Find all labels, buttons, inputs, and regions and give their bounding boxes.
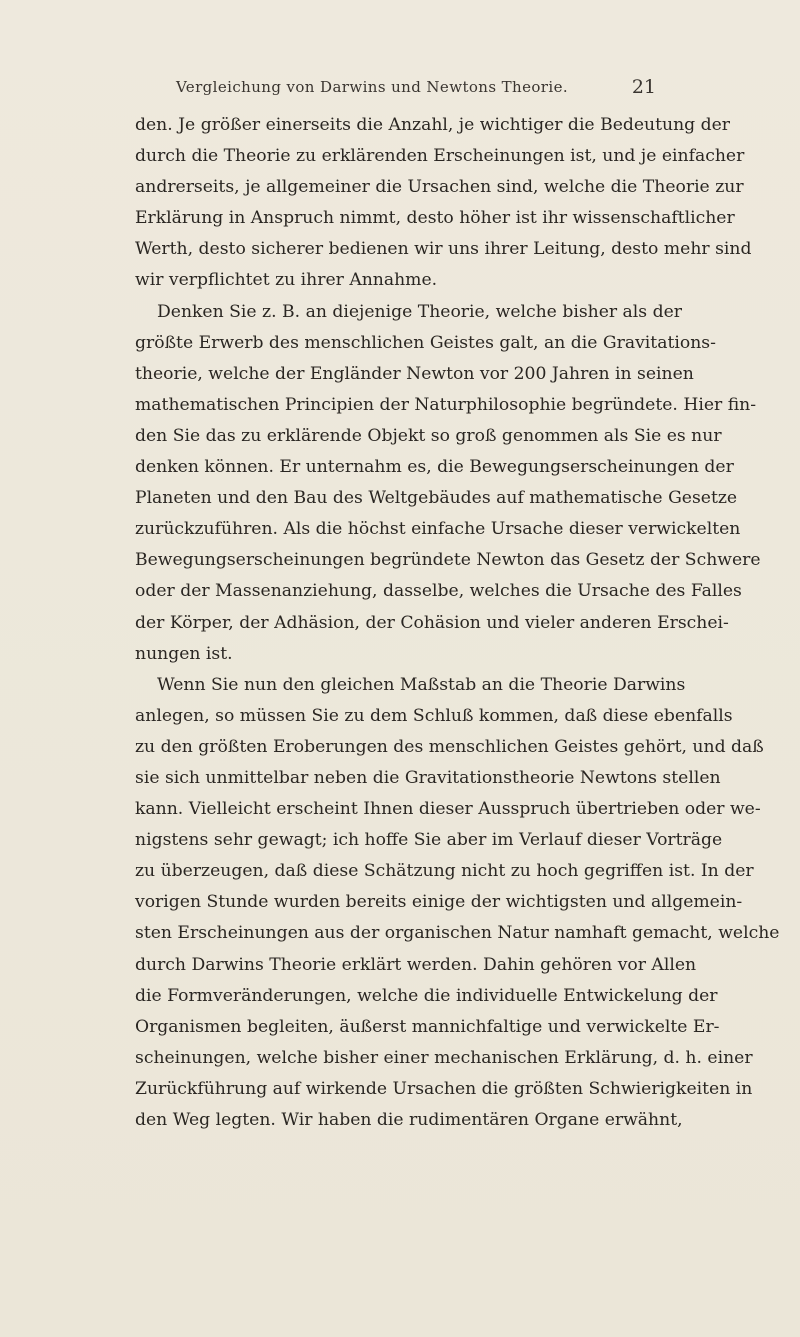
text-line: den. Je größer einerseits die Anzahl, je wichtiger die Bedeutung der (135, 115, 731, 135)
text-line: andrerseits, je allgemeiner die Ursachen sind, welche die Theorie zur (135, 177, 744, 198)
text-line: Organismen begleiten, äußerst mannichfaltige und verwickelte Er- (135, 1016, 720, 1037)
text-line: der Körper, der Adhäsion, der Cohäsion und vieler anderen Erschei- (135, 612, 729, 633)
text-line: durch die Theorie zu erklärenden Erscheinungen ist, und je einfacher (135, 146, 745, 167)
text-line: wir verpflichtet zu ihrer Annahme. (135, 270, 438, 291)
text-line: sie sich unmittelbar neben die Gravitationstheorie Newtons stellen (135, 767, 721, 788)
body-text (135, 110, 780, 1136)
text-line: oder der Massenanziehung, dasselbe, welches die Ursache des Falles (135, 581, 742, 602)
text-line: kann. Vielleicht erscheint Ihnen dieser Ausspruch übertrieben oder we- (135, 799, 761, 820)
text-line: scheinungen, welche bisher einer mechanischen Erklärung, d. h. einer (135, 1047, 753, 1068)
text-line: Planeten und den Bau des Weltgebäudes auf mathematische Gesetze (135, 488, 738, 509)
text-line: vorigen Stunde wurden bereits einige der wichtigsten und allgemein- (135, 892, 743, 913)
text-line: Denken Sie z. B. an diejenige Theorie, welche bisher als der (157, 301, 682, 322)
text-line: nungen ist. (135, 643, 233, 664)
text-line: den Sie das zu erklärende Objekt so groß genommen als Sie es nur (135, 425, 722, 446)
text-line: durch Darwins Theorie erklärt werden. Dahin gehören vor Allen (135, 954, 697, 975)
text-line: Wenn Sie nun den gleichen Maßstab an die Theorie Darwins (157, 674, 686, 695)
text-line: anlegen, so müssen Sie zu dem Schluß kommen, daß diese ebenfalls (135, 705, 733, 726)
text-line: Erklärung in Anspruch nimmt, desto höher ist ihr wissenschaftlicher (135, 208, 735, 229)
text-line: nigstens sehr gewagt; ich hoffe Sie aber im Verlauf dieser Vorträge (135, 830, 723, 851)
page-number: 21 (631, 76, 656, 98)
running-title: Vergleichung von Darwins und Newtons Theorie. (175, 78, 569, 96)
text-line: Zurückführung auf wirkende Ursachen die größten Schwierigkeiten in (135, 1078, 753, 1099)
text-line: größte Erwerb des menschlichen Geistes galt, an die Gravitations- (135, 332, 716, 353)
text-line: zu überzeugen, daß diese Schätzung nicht zu hoch gegriffen ist. In der (135, 861, 754, 882)
text-line: Werth, desto sicherer bedienen wir uns ihrer Leitung, desto mehr sind (135, 239, 752, 260)
text-line: denken können. Er unternahm es, die Bewegungserscheinungen der (135, 457, 734, 478)
page-header (136, 78, 656, 108)
text-line: die Formveränderungen, welche die individuelle Entwickelung der (135, 985, 718, 1006)
text-line: zurückzuführen. Als die höchst einfache Ursache dieser verwickelten (135, 519, 741, 540)
text-line: den Weg legten. Wir haben die rudimentären Organe erwähnt, (135, 1110, 683, 1130)
text-line: theorie, welche der Engländer Newton vor 200 Jahren in seinen (135, 363, 694, 384)
text-line: mathematischen Principien der Naturphilosophie begründete. Hier fin- (135, 394, 757, 415)
text-line: Bewegungserscheinungen begründete Newton das Gesetz der Schwere (135, 550, 761, 571)
text-line: zu den größten Eroberungen des menschlichen Geistes gehört, und daß (135, 736, 764, 757)
text-line: sten Erscheinungen aus der organischen Natur namhaft gemacht, welche (135, 923, 780, 944)
